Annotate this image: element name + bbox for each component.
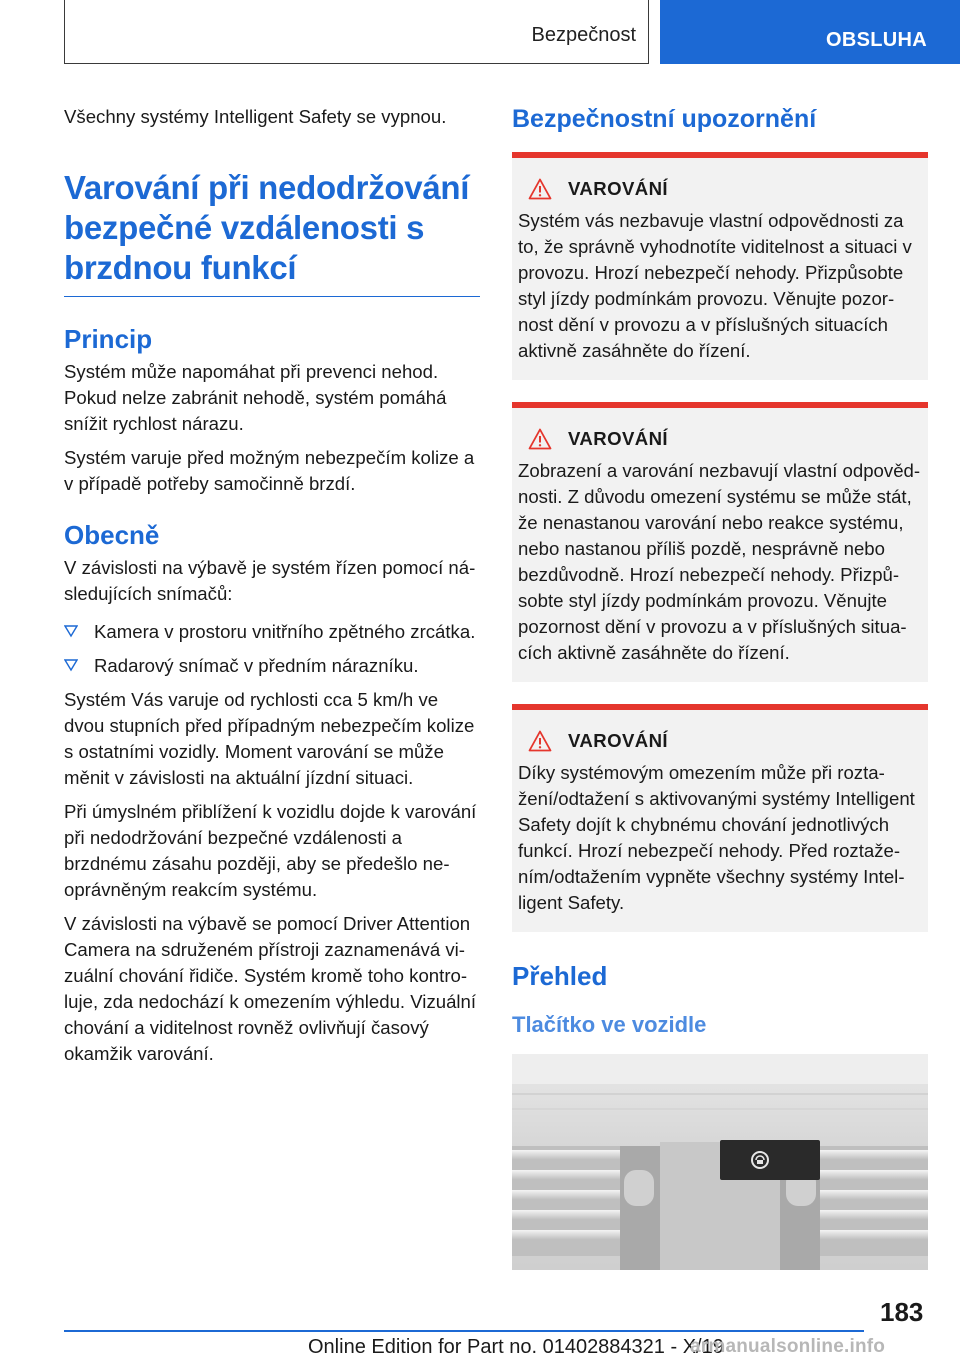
list-item-text: Radarový snímač v předním nárazníku. — [94, 655, 419, 676]
warning-triangle-icon — [528, 428, 552, 450]
footer-divider — [64, 1330, 864, 1332]
heading-button-in-vehicle: Tlačítko ve vozidle — [512, 1012, 707, 1037]
sensor-list — [64, 619, 480, 679]
warning-header — [518, 730, 922, 752]
list-item-text: Kamera v prostoru vnitřního zpětného zrcátka. — [94, 621, 476, 642]
triangle-bullet-icon — [64, 658, 78, 672]
warning-triangle-icon — [528, 178, 552, 200]
list-item — [64, 653, 480, 679]
header-chapter-label: OBSLUHA — [826, 29, 927, 51]
header-chapter-tab — [660, 0, 960, 64]
page-number: 183 — [880, 1297, 924, 1327]
warning-label: VAROVÁNÍ — [568, 730, 668, 751]
princip-paragraph-2: Systém varuje před možným nebezpečím kolize a v případě potřeby samočinně brzdí. — [64, 447, 475, 494]
obecne-paragraph-1: V závislosti na výbavě je systém řízen pomocí následujících snímačů: — [64, 557, 476, 604]
warning-header — [518, 428, 922, 450]
header-section-box — [64, 0, 649, 64]
heading-prehled: Přehled — [512, 961, 608, 991]
warning-text: Díky systémovým omezením může při roztažení/odtažení s aktivovanými systémy Intelligent Safety dojít k chybnému chování jednotlivých funkcí. Hrozí nebezpečí nehody. Před roztažením/odtažením vypněte všechny systémy Intelligent Safety. — [518, 762, 915, 913]
obecne-paragraph-3: Při úmyslném přiblížení k vozidlu dojde k varování při nedodržování bezpečné vzdálenosti a brzdnému zásahu později, aby se předešlo neoprávněným reakcím systému. — [64, 801, 477, 900]
warning-label: VAROVÁNÍ — [568, 178, 668, 199]
footer-edition: Online Edition for Part no. 01402884321 - X/19 — [308, 1336, 724, 1358]
footer-watermark: armanualsonline.info — [690, 1336, 886, 1357]
warning-box — [512, 152, 928, 380]
warning-label: VAROVÁNÍ — [568, 428, 668, 449]
princip-paragraph-1: Systém může napomáhat při prevenci nehod. Pokud nelze zabránit nehodě, systém pomáhá snížit rychlost nárazu. — [64, 361, 447, 434]
vehicle-dashboard-illustration — [512, 1054, 928, 1270]
warning-text: Systém vás nezbavuje vlastní odpovědnosti za to, že správně vyhodnotíte viditelnost a situaci v provozu. Hrozí nebezpečí nehody. Přizpůsobte styl jízdy podmínkám provozu. Věnujte pozornost dění v provozu a v příslušných situacích aktivně zasáhněte do řízení. — [518, 210, 912, 361]
warning-triangle-icon — [528, 730, 552, 752]
heading-obecne: Obecně — [64, 520, 160, 550]
heading-princip: Princip — [64, 324, 153, 354]
triangle-bullet-icon — [64, 624, 78, 638]
intro-paragraph: Všechny systémy Intelligent Safety se vypnou. — [64, 106, 447, 127]
right-column — [512, 104, 928, 1270]
warning-text: Zobrazení a varování nezbavují vlastní odpovědnosti. Z důvodu omezení systému se může stát, že nenastanou varování nebo reakce systému, nebo nastanou příliš pozdě, nesprávně nebo bezdůvodně. Hrozí nebezpečí nehody. Přizpůsobte styl jízdy podmínkám provozu. Věnujte pozornost dění v provozu a v příslušných situacích aktivně zasáhněte do řízení. — [518, 460, 921, 663]
vehicle-button-photo — [512, 1054, 928, 1270]
list-item — [64, 619, 480, 645]
warning-box — [512, 704, 928, 932]
heading-safety-notes: Bezpečnostní upozornění — [512, 105, 817, 133]
header-section-title: Bezpečnost — [531, 24, 636, 46]
warning-box — [512, 402, 928, 682]
obecne-paragraph-2: Systém Vás varuje od rychlosti cca 5 km/h ve dvou stupních před případným nebezpečím kolize s ostatními vozidly. Moment varování se může měnit v závislosti na aktuální jízdní situaci. — [64, 689, 475, 788]
warning-header — [518, 178, 922, 200]
left-column — [64, 104, 480, 1075]
obecne-paragraph-4: V závislosti na výbavě se pomocí Driver Attention Camera na sdruženém přístroji zaznamenává vizuální chování řidiče. Systém kromě toho kontroluje, zda nedochází k omezením výhledu. Vizuální chování a viditelnost rovněž ovlivňují časový okamžik varování. — [64, 913, 477, 1064]
page-title: Varování při nedodržování bezpečné vzdálenosti s brzdnou funkcí — [64, 168, 480, 297]
